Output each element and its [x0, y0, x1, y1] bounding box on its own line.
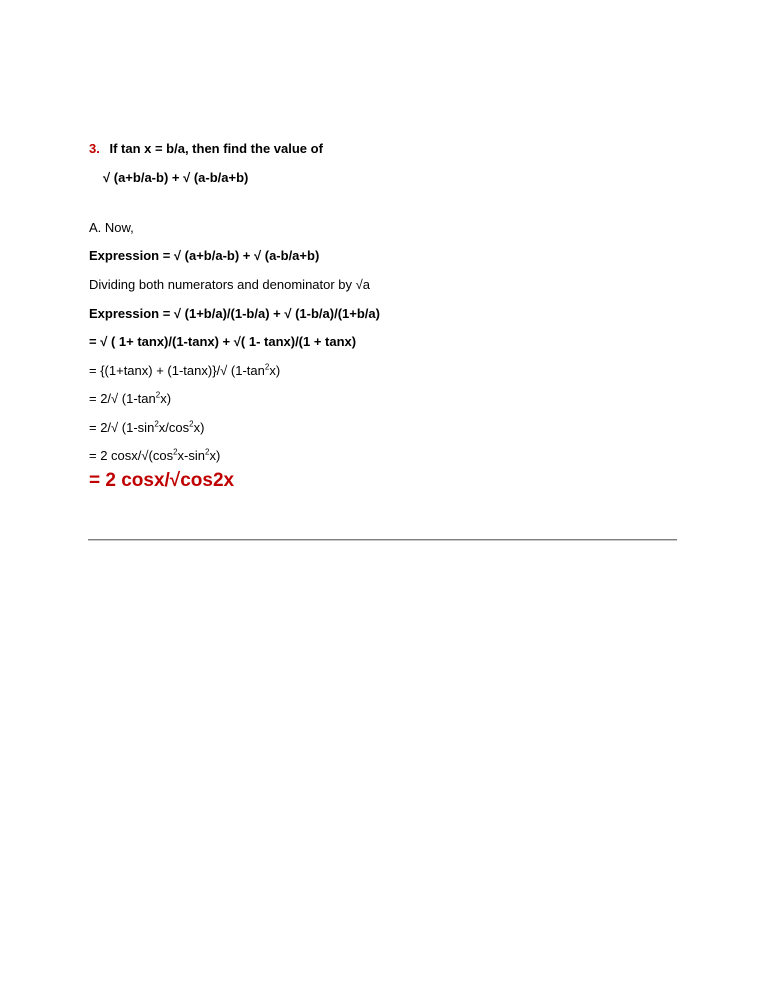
step-combined-tail: x) [269, 363, 281, 378]
step-text: x-sin [177, 448, 205, 463]
step-text: x) [209, 448, 221, 463]
superscript: 2 [189, 419, 194, 429]
step-combined-text: = {(1+tanx) + (1-tanx)}/√ (1-tan [89, 363, 265, 378]
step-sin-cos [89, 420, 204, 436]
superscript: 2 [154, 419, 159, 429]
step-cos-sin-diff [89, 448, 220, 464]
step-dividing-note: Dividing both numerators and denominator by √a [89, 277, 371, 292]
step-text: = 2/√ (1-sin [89, 420, 155, 435]
question-number: 3. [89, 141, 100, 156]
superscript: 2 [155, 390, 161, 400]
question-heading [89, 141, 323, 157]
final-answer: = 2 cosx/√cos2x [89, 470, 235, 491]
step-text: = 2 cosx/√(cos [89, 448, 174, 463]
step-tan-expression: = √ ( 1+ tanx)/(1-tanx) + √( 1- tanx)/(1 + tanx) [89, 334, 357, 349]
horizontal-divider [88, 539, 677, 541]
step-text: x) [193, 420, 205, 435]
step-simplified [89, 391, 171, 407]
question-expression: √ (a+b/a-b) + √ (a-b/a+b) [103, 170, 249, 185]
step-simplified-text: = 2/√ (1-tan [89, 391, 156, 406]
question-prompt: If tan x = b/a, then find the value of [109, 141, 323, 156]
step-expression: Expression = √ (a+b/a-b) + √ (a-b/a+b) [89, 248, 320, 263]
superscript: 2 [205, 447, 210, 457]
step-simplified-tail: x) [160, 391, 172, 406]
step-substituted-expression: Expression = √ (1+b/a)/(1-b/a) + √ (1-b/a)/(1+b/a) [89, 306, 380, 321]
superscript: 2 [173, 447, 178, 457]
superscript: 2 [264, 362, 270, 372]
step-text: x/cos [158, 420, 190, 435]
answer-intro: A. Now, [89, 220, 134, 235]
step-combined [89, 363, 280, 379]
